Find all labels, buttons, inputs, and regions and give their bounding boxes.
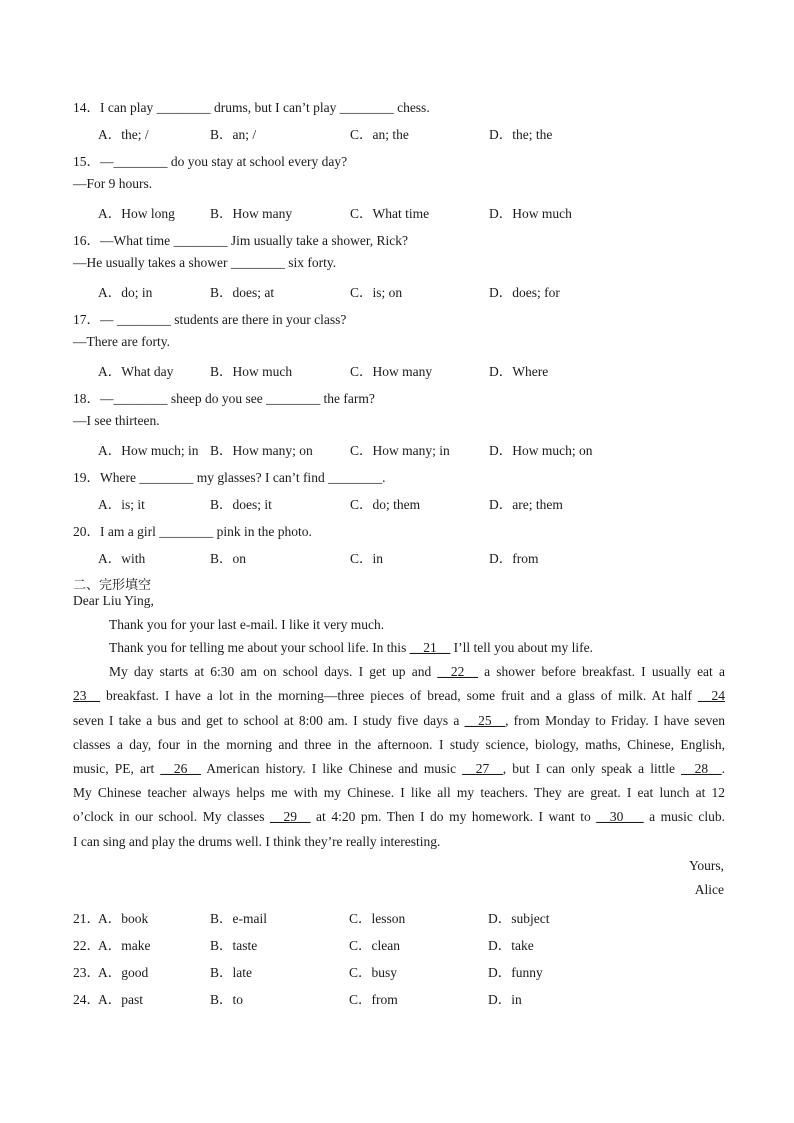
option-a: A．past	[98, 992, 143, 1007]
option-c: C．from	[349, 992, 398, 1007]
option-c: C．busy	[349, 965, 398, 980]
option-a: A．What day	[98, 364, 174, 379]
option-b: B．to	[210, 992, 244, 1007]
cloze-options-row	[73, 907, 673, 925]
question-stem: 16．—What time ________ Jim usually take a shower, Rick?	[73, 233, 409, 248]
option-a: A．good	[98, 965, 149, 980]
question-stem: 19．Where ________ my glasses? I can’t find ________.	[73, 470, 386, 485]
passage-text: , but I can only speak a little	[502, 760, 682, 776]
question-options	[98, 439, 658, 457]
option-d: D．subject	[488, 911, 550, 926]
passage-text: I can sing and play the drums well. I think they’re really interesting.	[73, 833, 441, 849]
option-b: B．an; /	[210, 127, 257, 142]
passage-text: , from Monday to Friday. I have seven	[505, 712, 725, 728]
question-options	[98, 123, 658, 141]
passage-text: I’ll tell you about my life.	[450, 640, 594, 655]
letter-first-line: Thank you for your last e-mail. I like it very much.	[109, 617, 385, 632]
cloze-number: 21．	[73, 911, 100, 926]
option-c: C．How many	[350, 364, 433, 379]
question-answer-line: —I see thirteen.	[73, 413, 160, 428]
passage-text: My Chinese teacher always helps me with my Chinese. I like all my teachers. They are great. I eat lunch at 12	[73, 785, 725, 801]
passage-text: My day starts at 6:30 am on school days. I get up and	[109, 664, 438, 680]
option-d: D．in	[488, 992, 522, 1007]
option-b: B．e-mail	[210, 911, 267, 926]
option-b: B．How much	[210, 364, 293, 379]
cloze-blank: __28__	[681, 760, 722, 776]
option-c: C．is; on	[350, 285, 403, 300]
option-b: B．does; at	[210, 285, 275, 300]
option-d: D．How much; on	[489, 443, 593, 458]
question-options	[98, 493, 658, 511]
passage-text: at 4:20 pm. Then I do my homework. I want to	[310, 809, 597, 825]
cloze-blank: __22__	[437, 664, 478, 680]
option-d: D．How much	[489, 206, 572, 221]
cloze-blank: __25__	[464, 712, 506, 728]
cloze-passage	[73, 636, 725, 854]
passage-line	[73, 660, 725, 684]
question-stem: 14．I can play ________ drums, but I can’t play ________ chess.	[73, 100, 430, 115]
cloze-blank: __29__	[270, 809, 311, 825]
option-b: B．taste	[210, 938, 258, 953]
question-answer-line: —There are forty.	[73, 334, 170, 349]
cloze-options-row	[73, 961, 673, 979]
option-c: C．clean	[349, 938, 400, 953]
passage-text: breakfast. I have a lot in the morning—three pieces of bread, some fruit and a glass of milk. At half	[100, 688, 698, 704]
option-c: C．How many; in	[350, 443, 450, 458]
passage-text: American history. I like Chinese and music	[200, 760, 463, 776]
cloze-options-row	[73, 988, 673, 1006]
cloze-options-row	[73, 934, 673, 952]
option-d: D．Where	[489, 364, 549, 379]
passage-line	[73, 757, 725, 781]
cloze-blank: __21__	[409, 640, 451, 655]
question-options	[98, 202, 658, 220]
option-a: A．How much; in	[98, 443, 199, 458]
passage-line	[73, 830, 725, 854]
option-a: A．with	[98, 551, 146, 566]
cloze-blank: __26__	[160, 760, 201, 776]
option-a: A．How long	[98, 206, 175, 221]
passage-text: seven I take a bus and get to school at 8:00 am. I study five days a	[73, 712, 465, 728]
cloze-blank: __27__	[462, 760, 503, 776]
option-d: D．the; the	[489, 127, 553, 142]
option-a: A．do; in	[98, 285, 153, 300]
passage-text: classes a day, four in the morning and three in the afternoon. I study science, biology, maths, Chinese, English,	[73, 736, 725, 752]
option-a: A．the; /	[98, 127, 149, 142]
option-d: D．does; for	[489, 285, 560, 300]
question-options	[98, 360, 658, 378]
passage-text: music, PE, art	[73, 760, 161, 776]
passage-text: .	[721, 760, 725, 776]
question-stem: 17．— ________ students are there in your class?	[73, 312, 347, 327]
question-stem: 15．—________ do you stay at school every day?	[73, 154, 348, 169]
passage-text: Thank you for telling me about your school life. In this	[109, 640, 410, 655]
letter-salutation: Dear Liu Ying,	[73, 593, 154, 608]
option-c: C．do; them	[350, 497, 421, 512]
passage-line	[73, 684, 725, 708]
option-b: B．How many; on	[210, 443, 313, 458]
option-b: B．on	[210, 551, 247, 566]
passage-text: a music club.	[643, 809, 726, 825]
cloze-number: 23．	[73, 965, 100, 980]
option-b: B．How many	[210, 206, 293, 221]
passage-line	[73, 733, 725, 757]
passage-line	[73, 805, 725, 829]
option-a: A．book	[98, 911, 149, 926]
option-b: B．late	[210, 965, 252, 980]
option-d: D．from	[489, 551, 539, 566]
option-d: D．are; them	[489, 497, 563, 512]
question-answer-line: —For 9 hours.	[73, 176, 153, 191]
passage-text: a shower before breakfast. I usually eat a	[477, 664, 725, 680]
cloze-blank: __24	[698, 688, 725, 704]
question-answer-line: —He usually takes a shower ________ six forty.	[73, 255, 337, 270]
cloze-blank: __30___	[596, 809, 644, 825]
letter-signature: Alice	[694, 882, 724, 897]
option-a: A．is; it	[98, 497, 145, 512]
letter-closing: Yours,	[688, 858, 724, 873]
question-options	[98, 547, 658, 565]
question-stem: 20．I am a girl ________ pink in the photo.	[73, 524, 312, 539]
cloze-number: 24．	[73, 992, 100, 1007]
question-stem: 18．—________ sheep do you see ________ the farm?	[73, 391, 375, 406]
option-c: C．an; the	[350, 127, 409, 142]
cloze-blank: 23__	[73, 688, 100, 704]
option-c: C．lesson	[349, 911, 406, 926]
option-d: D．funny	[488, 965, 543, 980]
option-c: C．What time	[350, 206, 430, 221]
cloze-number: 22．	[73, 938, 100, 953]
passage-line	[73, 781, 725, 805]
question-options	[98, 281, 658, 299]
option-b: B．does; it	[210, 497, 272, 512]
passage-text: o’clock in our school. My classes	[73, 809, 271, 825]
option-d: D．take	[488, 938, 534, 953]
option-a: A．make	[98, 938, 151, 953]
passage-line	[73, 709, 725, 733]
option-c: C．in	[350, 551, 384, 566]
passage-line	[73, 636, 725, 660]
section-title: 二、完形填空	[73, 578, 152, 593]
